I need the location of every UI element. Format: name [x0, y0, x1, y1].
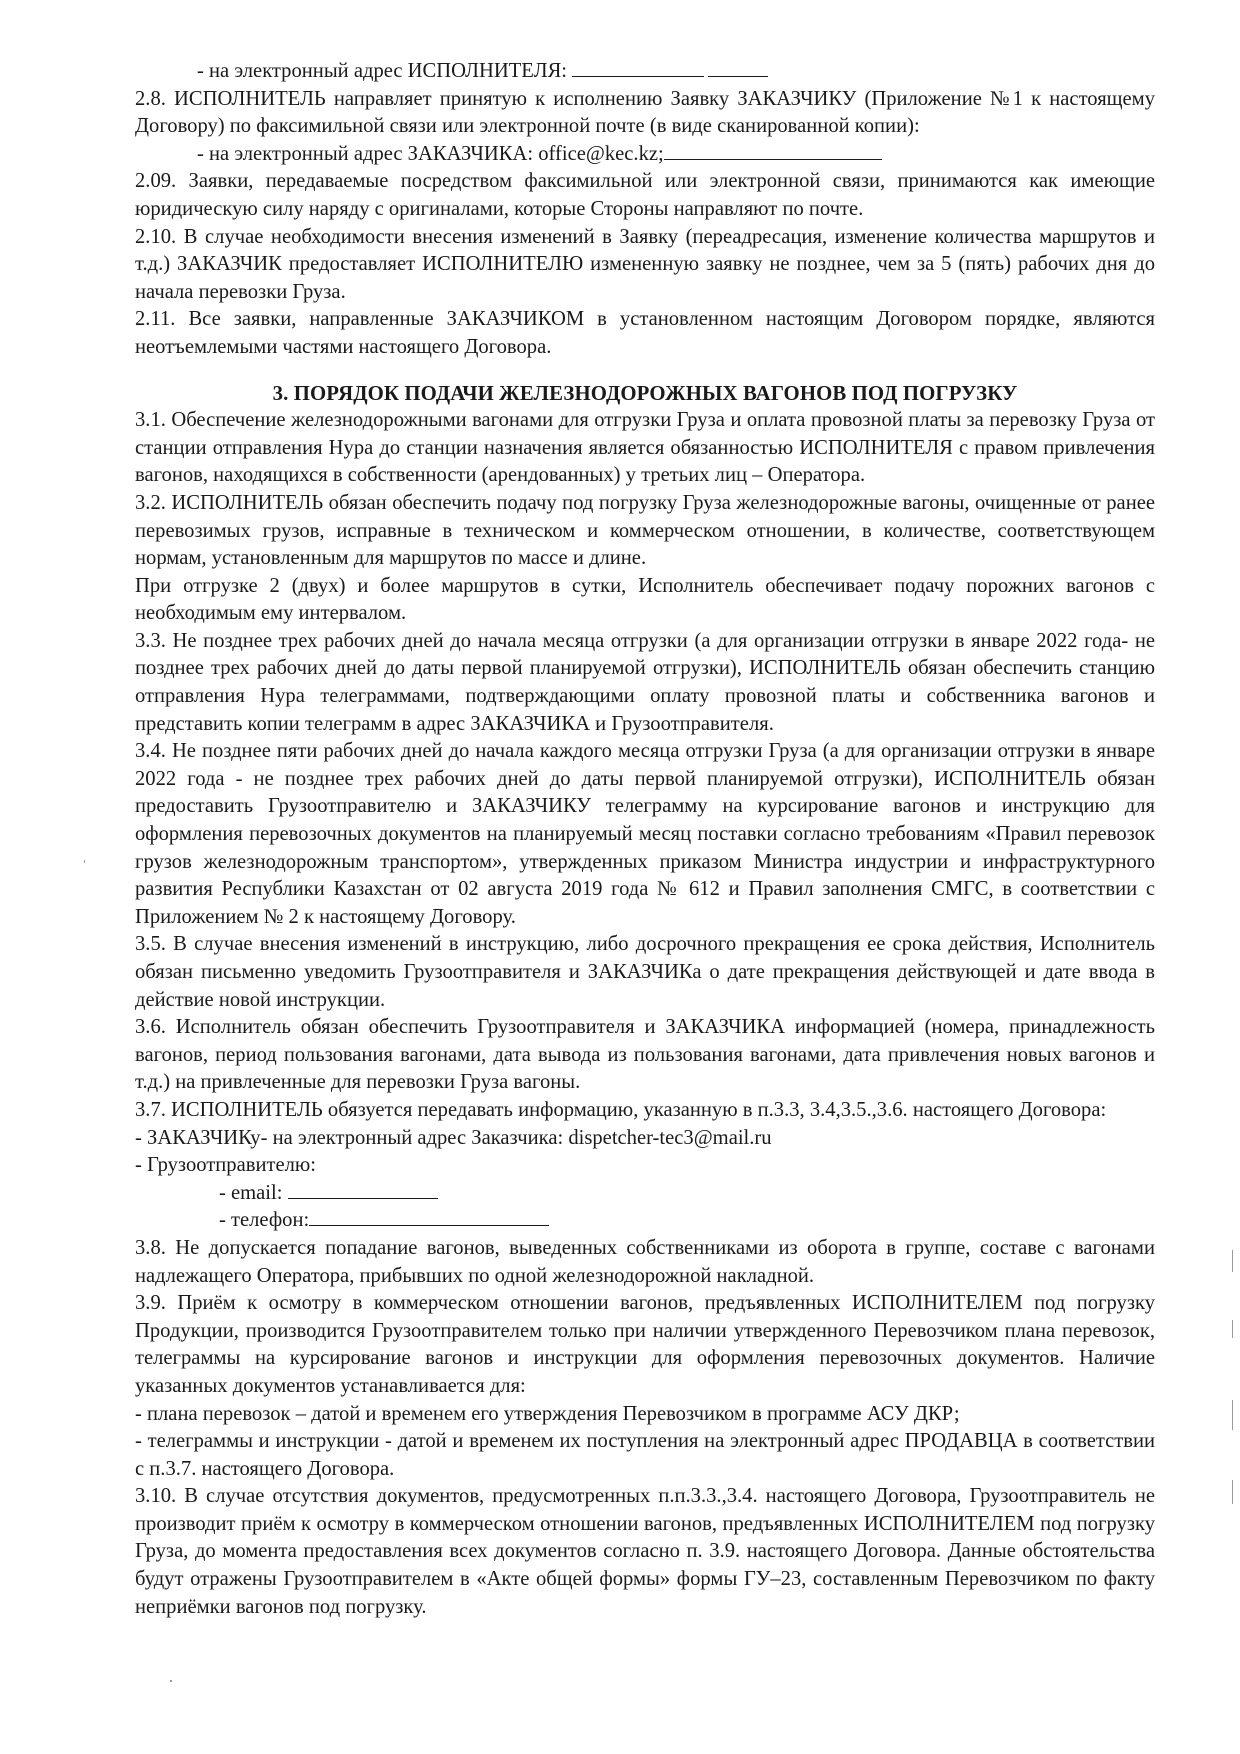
shipper-phone-label: - телефон:: [219, 1209, 310, 1232]
clause-3-7: 3.7. ИСПОЛНИТЕЛЬ обязуется передавать информацию, указанную в п.3.3, 3.4,3.5.,3.6. настоящего Договора:: [135, 1098, 1107, 1121]
customer-dispatch-email-line: - ЗАКАЗЧИКу- на электронный адрес Заказчика: dispetcher-tec3@mail.ru: [135, 1126, 772, 1149]
customer-email-blank: [664, 141, 882, 160]
scan-artifact-right-2: [1232, 1320, 1233, 1338]
clause-3-3: 3.3. Не позднее трех рабочих дней до начала месяца отгрузки (а для организации отгрузки в январе 2022 года- не позднее трех рабочих дней до даты первой планируемой отгрузки), ИСПОЛНИТЕЛЬ обязан обеспечить станцию отправления Нура телеграммами, подтверждающими оплату провозной платы и собственника вагонов и представить копии телеграмм в адрес ЗАКАЗЧИКА и Грузоотправителя.: [135, 629, 1155, 735]
clause-3-2-continuation: При отгрузке 2 (двух) и более маршрутов в сутки, Исполнитель обеспечивает подачу порожних вагонов с необходимым ему интервалом.: [135, 574, 1155, 625]
clause-3-8: 3.8. Не допускается попадание вагонов, выведенных собственниками из оборота в группе, составе с вагонами надлежащего Оператора, прибывших по одной железнодорожной накладной.: [135, 1236, 1155, 1287]
clause-3-9: 3.9. Приём к осмотру в коммерческом отношении вагонов, предъявленных ИСПОЛНИТЕЛЕМ под погрузку Продукции, производится Грузоотправителем только при наличии утвержденного Перевозчиком плана перевозок, телеграммы на курсирование вагонов и инструкции для оформления перевозочных документов. Наличие указанных документов устанавливается для:: [135, 1292, 1155, 1397]
scan-artifact-right-4: [1232, 1480, 1233, 1504]
clause-2-10: 2.10. В случае необходимости внесения изменений в Заявку (переадресация, изменение количества маршрутов и т.д.) ЗАКАЗЧИК предоставляет ИСПОЛНИТЕЛЮ измененную заявку не позднее, чем за 5 (пять) рабочих дня до начала перевозки Груза.: [135, 225, 1155, 303]
customer-email-line: [135, 141, 1155, 169]
clause-3-5: 3.5. В случае внесения изменений в инструкцию, либо досрочного прекращения ее срока действия, Исполнитель обязан письменно уведомить Грузоотправителя и ЗАКАЗЧИКа о дате прекращения действующей и дате ввода в действие новой инструкции.: [135, 933, 1155, 1011]
clause-3-6: 3.6. Исполнитель обязан обеспечить Грузоотправителя и ЗАКАЗЧИКА информацией (номера, принадлежность вагонов, период пользования вагонами, дата вывода из пользования вагонами, дата привлечения новых вагонов и т.д.) на привлеченные для перевозки Груза вагоны.: [135, 1016, 1155, 1094]
shipper-email-line: [135, 1180, 1155, 1208]
clause-3-2: 3.2. ИСПОЛНИТЕЛЬ обязан обеспечить подачу под погрузку Груза железнодорожные вагоны, очищенные от ранее перевозимых грузов, исправные в техническом и коммерческом отношении, в количестве, соответствующем нормам, установленным для маршрутов по массе и длине.: [135, 491, 1155, 570]
scan-artifact-right-3: [1232, 1400, 1233, 1430]
scan-artifact-right-1: [1232, 1250, 1233, 1272]
clause-3-9-item-plan: - плана перевозок – датой и временем его утверждения Перевозчиком в программе АСУ ДКР;: [135, 1402, 960, 1425]
executor-email-blank: [572, 58, 704, 77]
shipper-email-blank: [288, 1180, 438, 1199]
clause-2-11: 2.11. Все заявки, направленные ЗАКАЗЧИКОМ в установленном настоящим Договором порядке, являются неотъемлемыми частями настоящего Договора.: [135, 308, 1155, 358]
clause-3-1: 3.1. Обеспечение железнодорожными вагонами для отгрузки Груза и оплата провозной платы за перевозку Груза от станции отправления Нура до станции назначения является обязанностью ИСПОЛНИТЕЛЯ с правом привлечения вагонов, находящихся в собственности (арендованных) у третьих лиц – Оператора.: [135, 409, 1155, 487]
scan-artifact-left-1: [84, 860, 85, 863]
executor-email-line: [135, 58, 1155, 86]
executor-email-label: - на электронный адрес ИСПОЛНИТЕЛЯ:: [197, 60, 568, 82]
document-page: [135, 58, 1155, 1621]
shipper-email-label: - email:: [219, 1181, 283, 1204]
clause-2-8: 2.8. ИСПОЛНИТЕЛЬ направляет принятую к исполнению Заявку ЗАКАЗЧИКУ (Приложение №1 к настоящему Договору) по факсимильной связи или электронной почте (в виде сканированной копии):: [135, 87, 1155, 138]
shipper-phone-blank: [309, 1207, 549, 1226]
scan-artifact-left-2: [170, 1680, 172, 1682]
clause-3-9-item-telegram: - телеграммы и инструкции - датой и временем их поступления на электронный адрес ПРОДАВЦА в соответствии с п.3.7. настоящего Договора.: [135, 1430, 1155, 1480]
clause-3-4: 3.4. Не позднее пяти рабочих дней до начала каждого месяца отгрузки Груза (а для организации отгрузки в январе 2022 года - не позднее трех рабочих дней до даты первой планируемой отгрузки), ИСПОЛНИТЕЛЬ обязан предоставить Грузоотправителю и ЗАКАЗЧИКУ телеграмму на курсирование вагонов и инструкцию для оформления перевозочных документов на планируемый месяц поставки согласно требованиям «Правил перевозок грузов железнодорожным транспортом», утвержденных приказом Министра индустрии и инфраструктурного развития Республики Казахстан от 02 августа 2019 года № 612 и Правил заполнения СМГС, в соответствии с Приложением № 2 к настоящему Договору.: [135, 740, 1155, 928]
shipper-phone-line: [135, 1207, 1155, 1235]
section-3-title: 3. ПОРЯДОК ПОДАЧИ ЖЕЛЕЗНОДОРОЖНЫХ ВАГОНОВ ПОД ПОГРУЗКУ: [272, 381, 1018, 405]
clause-3-10: 3.10. В случае отсутствия документов, предусмотренных п.п.3.3.,3.4. настоящего Договора, Грузоотправитель не производит приём к осмотру в коммерческом отношении вагонов, предъявленных ИСПОЛНИТЕЛЕМ под погрузку Груза, до момента предоставления всех документов согласно п. 3.9. настоящего Договора. Данные обстоятельства будут отражены Грузоотправителем в «Акте общей формы» формы ГУ–23, составленным Перевозчиком по факту неприёмки вагонов под погрузку.: [135, 1485, 1155, 1618]
customer-email-label: - на электронный адрес ЗАКАЗЧИКА: office@kec.kz;: [197, 142, 664, 165]
executor-email-blank-2: [708, 58, 768, 77]
clause-2-09: 2.09. Заявки, передаваемые посредством факсимильной или электронной связи, принимаются как имеющие юридическую силу наряду с оригиналами, которые Стороны направляют по почте.: [135, 170, 1155, 220]
shipper-line: - Грузоотправителю:: [135, 1154, 316, 1177]
